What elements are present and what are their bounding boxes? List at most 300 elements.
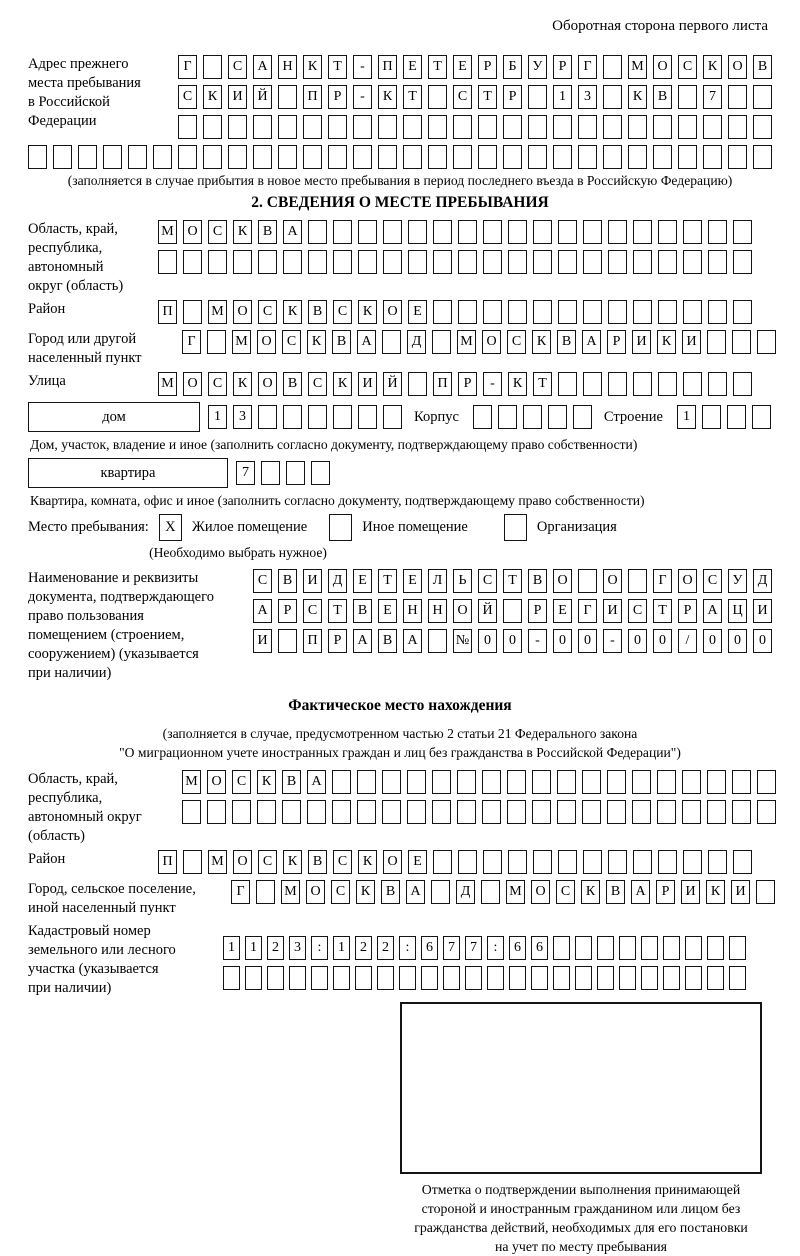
char-cell[interactable]	[708, 372, 727, 396]
char-cell[interactable]: П	[378, 55, 397, 79]
char-cell[interactable]	[283, 250, 302, 274]
char-cell[interactable]	[483, 850, 502, 874]
char-cell[interactable]	[481, 880, 500, 904]
char-cell[interactable]	[733, 250, 752, 274]
char-cell[interactable]: У	[528, 55, 547, 79]
char-cell[interactable]: 2	[377, 936, 394, 960]
char-cell[interactable]: Г	[578, 55, 597, 79]
char-cell[interactable]: О	[553, 569, 572, 593]
char-cell[interactable]	[619, 966, 636, 990]
char-cell[interactable]	[757, 800, 776, 824]
char-cell[interactable]: О	[383, 850, 402, 874]
char-cell[interactable]	[228, 145, 247, 169]
char-cell[interactable]	[708, 250, 727, 274]
char-cell[interactable]	[685, 936, 702, 960]
char-cell[interactable]: Р	[328, 85, 347, 109]
char-cell[interactable]: 3	[578, 85, 597, 109]
char-cell[interactable]	[603, 115, 622, 139]
char-cell[interactable]	[733, 300, 752, 324]
char-cell[interactable]: К	[532, 330, 551, 354]
char-cell[interactable]: 0	[628, 629, 647, 653]
char-cell[interactable]: К	[203, 85, 222, 109]
char-cell[interactable]	[328, 145, 347, 169]
char-cell[interactable]	[558, 250, 577, 274]
char-cell[interactable]: Ц	[728, 599, 747, 623]
char-cell[interactable]: В	[381, 880, 400, 904]
char-cell[interactable]	[583, 220, 602, 244]
char-cell[interactable]	[708, 850, 727, 874]
char-cell[interactable]	[575, 936, 592, 960]
char-cell[interactable]: Г	[653, 569, 672, 593]
char-cell[interactable]: 1	[333, 936, 350, 960]
char-cell[interactable]: В	[353, 599, 372, 623]
char-cell[interactable]	[278, 629, 297, 653]
char-cell[interactable]	[353, 145, 372, 169]
char-cell[interactable]: К	[307, 330, 326, 354]
char-cell[interactable]: О	[258, 372, 277, 396]
char-cell[interactable]: К	[303, 55, 322, 79]
char-cell[interactable]: С	[507, 330, 526, 354]
char-cell[interactable]	[482, 770, 501, 794]
char-cell[interactable]	[357, 800, 376, 824]
char-cell[interactable]	[533, 220, 552, 244]
char-cell[interactable]: Р	[528, 599, 547, 623]
char-cell[interactable]	[483, 300, 502, 324]
char-cell[interactable]	[332, 800, 351, 824]
char-cell[interactable]	[332, 770, 351, 794]
char-cell[interactable]	[628, 145, 647, 169]
char-cell[interactable]	[498, 405, 517, 429]
char-cell[interactable]	[453, 145, 472, 169]
char-cell[interactable]	[657, 800, 676, 824]
char-cell[interactable]	[428, 629, 447, 653]
char-cell[interactable]	[407, 770, 426, 794]
char-cell[interactable]	[307, 800, 326, 824]
char-cell[interactable]: 7	[465, 936, 482, 960]
char-cell[interactable]	[532, 770, 551, 794]
char-cell[interactable]	[358, 220, 377, 244]
char-cell[interactable]	[728, 145, 747, 169]
char-cell[interactable]	[523, 405, 542, 429]
char-cell[interactable]	[558, 850, 577, 874]
char-cell[interactable]	[328, 115, 347, 139]
checkbox-organization[interactable]	[504, 514, 527, 541]
char-cell[interactable]	[432, 330, 451, 354]
char-cell[interactable]: 6	[509, 936, 526, 960]
char-cell[interactable]	[653, 145, 672, 169]
char-cell[interactable]	[428, 85, 447, 109]
char-cell[interactable]: М	[457, 330, 476, 354]
char-cell[interactable]	[548, 405, 567, 429]
char-cell[interactable]: Р	[607, 330, 626, 354]
char-cell[interactable]: -	[353, 85, 372, 109]
char-cell[interactable]: -	[528, 629, 547, 653]
char-cell[interactable]: :	[311, 936, 328, 960]
char-cell[interactable]	[727, 405, 746, 429]
char-cell[interactable]	[628, 569, 647, 593]
char-cell[interactable]: /	[678, 629, 697, 653]
char-cell[interactable]	[708, 220, 727, 244]
char-cell[interactable]	[553, 145, 572, 169]
char-cell[interactable]	[223, 966, 240, 990]
char-cell[interactable]	[311, 966, 328, 990]
char-cell[interactable]	[683, 372, 702, 396]
char-cell[interactable]	[573, 405, 592, 429]
char-cell[interactable]: С	[678, 55, 697, 79]
char-cell[interactable]: А	[253, 599, 272, 623]
char-cell[interactable]	[658, 250, 677, 274]
char-cell[interactable]: К	[657, 330, 676, 354]
char-cell[interactable]	[558, 220, 577, 244]
char-cell[interactable]	[607, 770, 626, 794]
char-cell[interactable]: А	[253, 55, 272, 79]
char-cell[interactable]: С	[333, 850, 352, 874]
char-cell[interactable]	[353, 115, 372, 139]
char-cell[interactable]	[428, 115, 447, 139]
char-cell[interactable]: В	[557, 330, 576, 354]
char-cell[interactable]: 3	[233, 405, 252, 429]
char-cell[interactable]: Д	[753, 569, 772, 593]
char-cell[interactable]	[308, 405, 327, 429]
char-cell[interactable]	[532, 800, 551, 824]
char-cell[interactable]	[408, 220, 427, 244]
char-cell[interactable]: С	[453, 85, 472, 109]
char-cell[interactable]: М	[208, 850, 227, 874]
char-cell[interactable]	[557, 800, 576, 824]
char-cell[interactable]	[753, 85, 772, 109]
char-cell[interactable]: 1	[223, 936, 240, 960]
char-cell[interactable]	[428, 145, 447, 169]
char-cell[interactable]	[685, 966, 702, 990]
char-cell[interactable]	[603, 85, 622, 109]
char-cell[interactable]: А	[307, 770, 326, 794]
char-cell[interactable]	[178, 145, 197, 169]
char-cell[interactable]: 0	[478, 629, 497, 653]
char-cell[interactable]: Т	[503, 569, 522, 593]
char-cell[interactable]: С	[282, 330, 301, 354]
char-cell[interactable]: А	[406, 880, 425, 904]
char-cell[interactable]: 7	[443, 936, 460, 960]
char-cell[interactable]	[732, 800, 751, 824]
char-cell[interactable]	[278, 115, 297, 139]
char-cell[interactable]	[333, 220, 352, 244]
char-cell[interactable]: И	[358, 372, 377, 396]
char-cell[interactable]	[311, 461, 330, 485]
char-cell[interactable]	[608, 300, 627, 324]
char-cell[interactable]	[553, 966, 570, 990]
char-cell[interactable]: О	[257, 330, 276, 354]
char-cell[interactable]	[103, 145, 122, 169]
char-cell[interactable]: 0	[553, 629, 572, 653]
char-cell[interactable]: О	[383, 300, 402, 324]
char-cell[interactable]: В	[283, 372, 302, 396]
char-cell[interactable]	[578, 145, 597, 169]
char-cell[interactable]	[283, 405, 302, 429]
char-cell[interactable]: Т	[533, 372, 552, 396]
char-cell[interactable]: Н	[278, 55, 297, 79]
char-cell[interactable]	[503, 145, 522, 169]
char-cell[interactable]	[628, 115, 647, 139]
char-cell[interactable]: Л	[428, 569, 447, 593]
char-cell[interactable]	[633, 850, 652, 874]
char-cell[interactable]	[682, 770, 701, 794]
char-cell[interactable]	[183, 250, 202, 274]
char-cell[interactable]	[753, 145, 772, 169]
char-cell[interactable]	[182, 800, 201, 824]
char-cell[interactable]	[399, 966, 416, 990]
char-cell[interactable]: К	[283, 850, 302, 874]
char-cell[interactable]: Т	[403, 85, 422, 109]
char-cell[interactable]: Н	[428, 599, 447, 623]
checkbox-dwelling[interactable]: X	[159, 514, 182, 541]
char-cell[interactable]	[407, 800, 426, 824]
char-cell[interactable]	[732, 330, 751, 354]
char-cell[interactable]: К	[233, 372, 252, 396]
char-cell[interactable]: С	[303, 599, 322, 623]
char-cell[interactable]	[333, 405, 352, 429]
char-cell[interactable]	[478, 145, 497, 169]
char-cell[interactable]: Й	[383, 372, 402, 396]
char-cell[interactable]: И	[603, 599, 622, 623]
house-type-box[interactable]: дом	[28, 402, 200, 432]
char-cell[interactable]: М	[158, 220, 177, 244]
char-cell[interactable]	[508, 850, 527, 874]
char-cell[interactable]	[633, 372, 652, 396]
char-cell[interactable]: С	[208, 220, 227, 244]
char-cell[interactable]: Р	[678, 599, 697, 623]
char-cell[interactable]: А	[353, 629, 372, 653]
char-cell[interactable]	[378, 145, 397, 169]
char-cell[interactable]: 0	[753, 629, 772, 653]
char-cell[interactable]	[632, 770, 651, 794]
char-cell[interactable]: 1	[677, 405, 696, 429]
char-cell[interactable]	[207, 330, 226, 354]
char-cell[interactable]	[282, 800, 301, 824]
char-cell[interactable]	[258, 250, 277, 274]
char-cell[interactable]: Е	[378, 599, 397, 623]
char-cell[interactable]: П	[433, 372, 452, 396]
char-cell[interactable]: Е	[453, 55, 472, 79]
char-cell[interactable]	[153, 145, 172, 169]
char-cell[interactable]	[508, 250, 527, 274]
char-cell[interactable]	[303, 145, 322, 169]
char-cell[interactable]: -	[353, 55, 372, 79]
char-cell[interactable]	[658, 372, 677, 396]
char-cell[interactable]	[557, 770, 576, 794]
char-cell[interactable]	[558, 300, 577, 324]
char-cell[interactable]	[433, 850, 452, 874]
char-cell[interactable]	[289, 966, 306, 990]
char-cell[interactable]: В	[332, 330, 351, 354]
char-cell[interactable]: К	[378, 85, 397, 109]
char-cell[interactable]: М	[232, 330, 251, 354]
char-cell[interactable]: С	[308, 372, 327, 396]
char-cell[interactable]	[603, 145, 622, 169]
char-cell[interactable]: К	[581, 880, 600, 904]
char-cell[interactable]: Е	[553, 599, 572, 623]
char-cell[interactable]: К	[628, 85, 647, 109]
char-cell[interactable]	[702, 405, 721, 429]
char-cell[interactable]	[233, 250, 252, 274]
char-cell[interactable]	[503, 599, 522, 623]
char-cell[interactable]	[582, 800, 601, 824]
char-cell[interactable]	[483, 220, 502, 244]
char-cell[interactable]	[728, 85, 747, 109]
char-cell[interactable]	[278, 145, 297, 169]
char-cell[interactable]	[78, 145, 97, 169]
char-cell[interactable]	[383, 220, 402, 244]
char-cell[interactable]: С	[228, 55, 247, 79]
char-cell[interactable]	[597, 966, 614, 990]
char-cell[interactable]: О	[233, 850, 252, 874]
char-cell[interactable]	[528, 115, 547, 139]
char-cell[interactable]	[382, 800, 401, 824]
apartment-type-box[interactable]: квартира	[28, 458, 228, 488]
char-cell[interactable]: Н	[403, 599, 422, 623]
char-cell[interactable]	[256, 880, 275, 904]
char-cell[interactable]: И	[632, 330, 651, 354]
char-cell[interactable]	[443, 966, 460, 990]
char-cell[interactable]: О	[728, 55, 747, 79]
char-cell[interactable]	[528, 85, 547, 109]
char-cell[interactable]	[433, 220, 452, 244]
char-cell[interactable]: Б	[503, 55, 522, 79]
char-cell[interactable]: Т	[328, 55, 347, 79]
char-cell[interactable]: 1	[245, 936, 262, 960]
char-cell[interactable]: Е	[408, 300, 427, 324]
char-cell[interactable]	[528, 145, 547, 169]
char-cell[interactable]	[678, 85, 697, 109]
char-cell[interactable]	[531, 966, 548, 990]
char-cell[interactable]	[663, 966, 680, 990]
char-cell[interactable]: К	[706, 880, 725, 904]
char-cell[interactable]: А	[283, 220, 302, 244]
char-cell[interactable]	[633, 250, 652, 274]
char-cell[interactable]: Е	[408, 850, 427, 874]
char-cell[interactable]	[732, 770, 751, 794]
char-cell[interactable]	[358, 405, 377, 429]
char-cell[interactable]	[258, 405, 277, 429]
char-cell[interactable]	[703, 115, 722, 139]
char-cell[interactable]	[228, 115, 247, 139]
char-cell[interactable]: 7	[703, 85, 722, 109]
char-cell[interactable]: А	[703, 599, 722, 623]
char-cell[interactable]	[558, 372, 577, 396]
char-cell[interactable]: -	[483, 372, 502, 396]
char-cell[interactable]: В	[282, 770, 301, 794]
char-cell[interactable]	[533, 250, 552, 274]
char-cell[interactable]: О	[183, 220, 202, 244]
char-cell[interactable]	[245, 966, 262, 990]
char-cell[interactable]: К	[233, 220, 252, 244]
char-cell[interactable]: Т	[478, 85, 497, 109]
char-cell[interactable]	[433, 250, 452, 274]
char-cell[interactable]	[377, 966, 394, 990]
char-cell[interactable]	[457, 770, 476, 794]
char-cell[interactable]	[657, 770, 676, 794]
char-cell[interactable]	[355, 966, 372, 990]
char-cell[interactable]: В	[606, 880, 625, 904]
char-cell[interactable]	[431, 880, 450, 904]
char-cell[interactable]: О	[678, 569, 697, 593]
char-cell[interactable]: В	[308, 300, 327, 324]
char-cell[interactable]	[253, 115, 272, 139]
char-cell[interactable]: К	[508, 372, 527, 396]
char-cell[interactable]	[378, 115, 397, 139]
char-cell[interactable]	[658, 850, 677, 874]
char-cell[interactable]: В	[753, 55, 772, 79]
char-cell[interactable]	[607, 800, 626, 824]
char-cell[interactable]: И	[753, 599, 772, 623]
char-cell[interactable]	[603, 55, 622, 79]
char-cell[interactable]	[653, 115, 672, 139]
char-cell[interactable]	[178, 115, 197, 139]
char-cell[interactable]: 0	[653, 629, 672, 653]
char-cell[interactable]	[608, 850, 627, 874]
char-cell[interactable]: У	[728, 569, 747, 593]
char-cell[interactable]	[286, 461, 305, 485]
char-cell[interactable]	[678, 145, 697, 169]
char-cell[interactable]: 3	[289, 936, 306, 960]
char-cell[interactable]: Д	[407, 330, 426, 354]
char-cell[interactable]: К	[257, 770, 276, 794]
char-cell[interactable]: П	[303, 629, 322, 653]
char-cell[interactable]: О	[306, 880, 325, 904]
char-cell[interactable]	[733, 850, 752, 874]
char-cell[interactable]: Р	[458, 372, 477, 396]
char-cell[interactable]	[728, 115, 747, 139]
char-cell[interactable]: Р	[553, 55, 572, 79]
char-cell[interactable]	[158, 250, 177, 274]
char-cell[interactable]: 6	[421, 936, 438, 960]
char-cell[interactable]	[432, 800, 451, 824]
char-cell[interactable]	[203, 55, 222, 79]
char-cell[interactable]: 1	[553, 85, 572, 109]
char-cell[interactable]	[383, 250, 402, 274]
char-cell[interactable]: Д	[456, 880, 475, 904]
char-cell[interactable]: И	[228, 85, 247, 109]
char-cell[interactable]: Р	[656, 880, 675, 904]
char-cell[interactable]: С	[331, 880, 350, 904]
char-cell[interactable]	[658, 220, 677, 244]
char-cell[interactable]: О	[233, 300, 252, 324]
char-cell[interactable]: А	[403, 629, 422, 653]
char-cell[interactable]	[408, 372, 427, 396]
char-cell[interactable]	[357, 770, 376, 794]
char-cell[interactable]	[482, 800, 501, 824]
char-cell[interactable]	[757, 770, 776, 794]
char-cell[interactable]	[583, 372, 602, 396]
char-cell[interactable]	[507, 800, 526, 824]
char-cell[interactable]: №	[453, 629, 472, 653]
char-cell[interactable]	[183, 850, 202, 874]
char-cell[interactable]	[507, 770, 526, 794]
char-cell[interactable]: Е	[403, 569, 422, 593]
char-cell[interactable]	[678, 115, 697, 139]
char-cell[interactable]	[203, 145, 222, 169]
char-cell[interactable]	[641, 936, 658, 960]
char-cell[interactable]	[457, 800, 476, 824]
char-cell[interactable]	[253, 145, 272, 169]
char-cell[interactable]: О	[183, 372, 202, 396]
char-cell[interactable]	[583, 850, 602, 874]
char-cell[interactable]: К	[358, 850, 377, 874]
char-cell[interactable]: К	[358, 300, 377, 324]
char-cell[interactable]	[408, 250, 427, 274]
char-cell[interactable]: С	[208, 372, 227, 396]
char-cell[interactable]	[553, 936, 570, 960]
char-cell[interactable]: С	[556, 880, 575, 904]
